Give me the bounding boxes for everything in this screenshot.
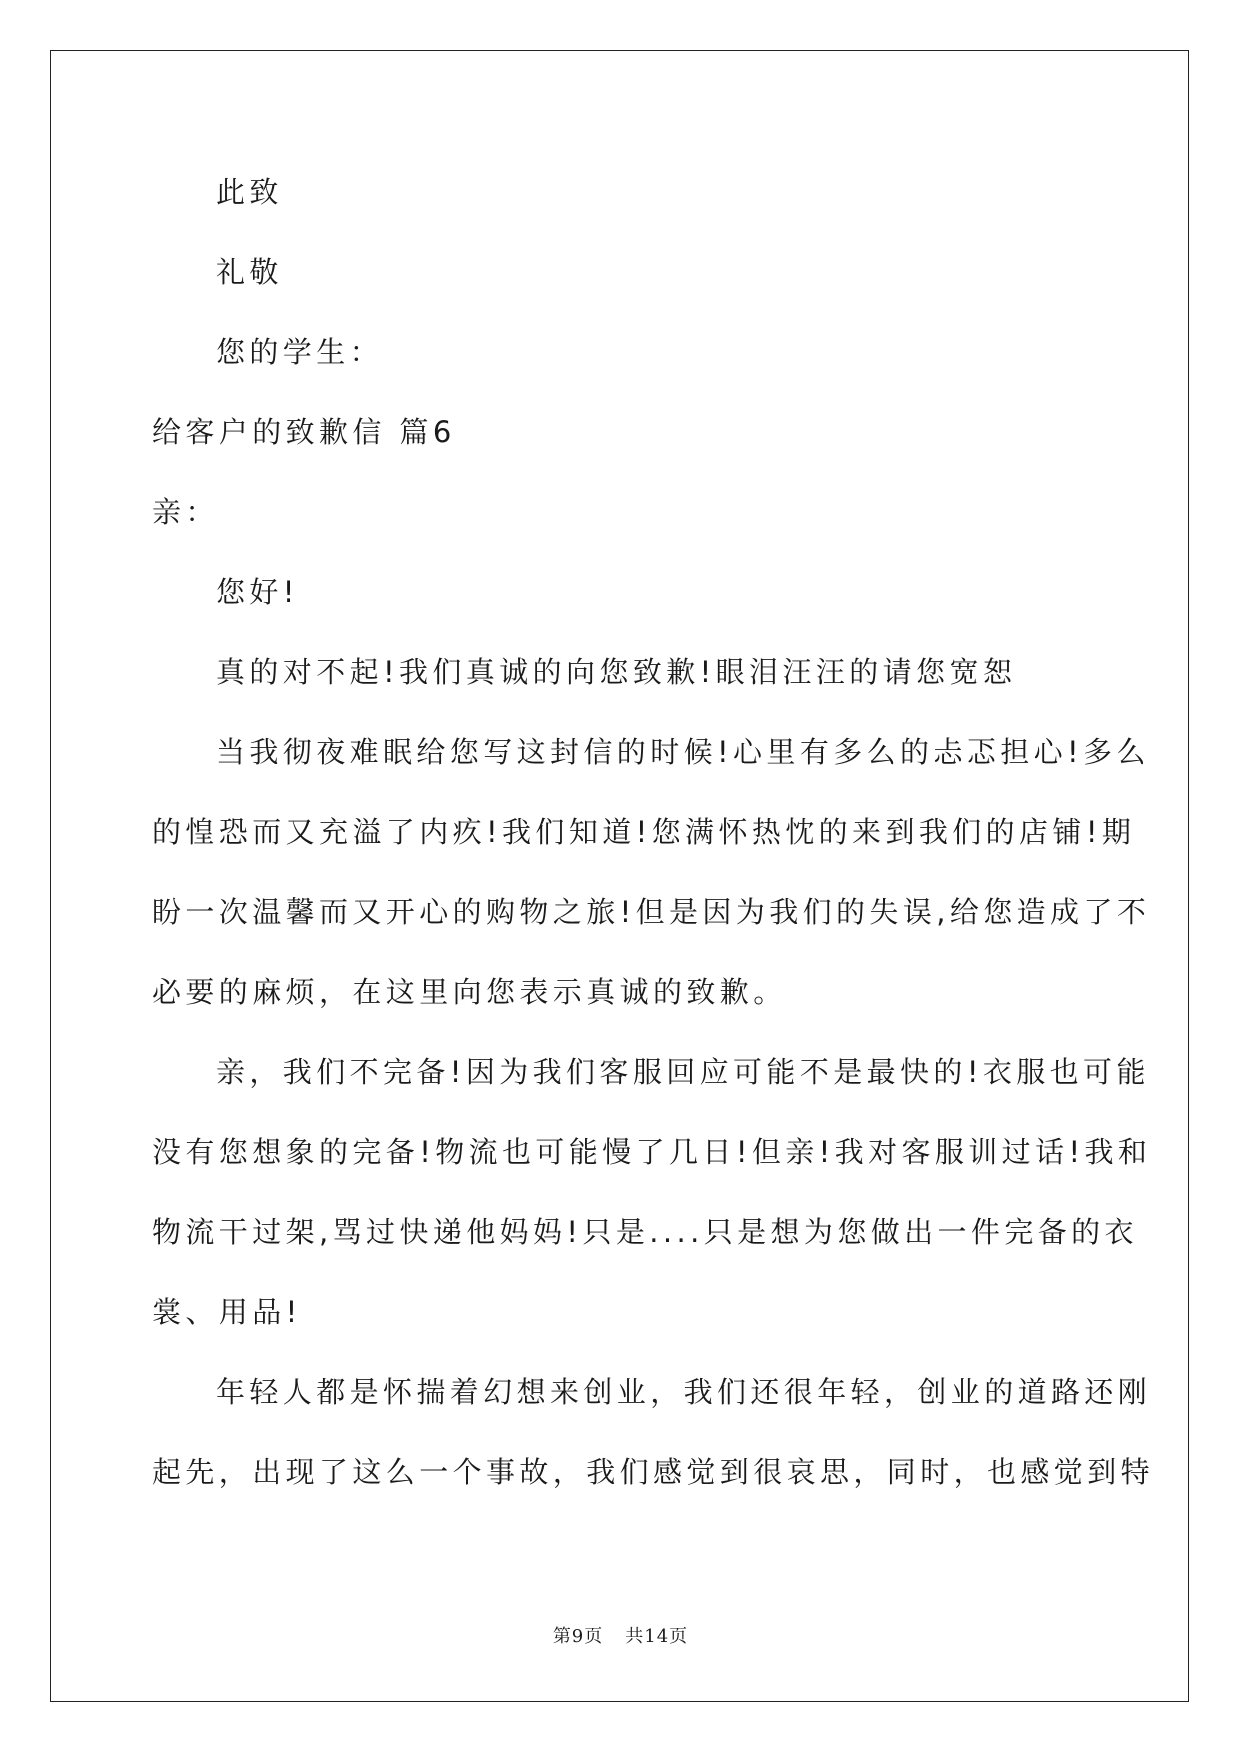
paragraph-line: 没有您想象的完备!物流也可能慢了几日!但亲!我对客服训过话!我和 <box>152 1135 1152 1169</box>
paragraph-line: 真的对不起!我们真诚的向您致歉!眼泪汪汪的请您宽恕 <box>216 655 1017 689</box>
total-pages: 共14页 <box>625 1626 689 1647</box>
paragraph-line: 盼一次温馨而又开心的购物之旅!但是因为我们的失误,给您造成了不 <box>152 895 1151 929</box>
paragraph-line: 您好! <box>216 575 299 609</box>
paragraph-line: 当我彻夜难眠给您写这封信的时候!心里有多么的忐忑担心!多么 <box>216 735 1150 769</box>
paragraph-line: 物流干过架,骂过快递他妈妈!只是....只是想为您做出一件完备的衣 <box>152 1215 1138 1249</box>
paragraph-line: 起先，出现了这么一个事故，我们感觉到很哀思，同时，也感觉到特 <box>152 1455 1155 1489</box>
paragraph-line: 的惶恐而又充溢了内疚!我们知道!您满怀热忱的来到我们的店铺!期 <box>152 815 1136 849</box>
greeting-line: 亲： <box>152 495 219 529</box>
paragraph-line: 年轻人都是怀揣着幻想来创业，我们还很年轻，创业的道路还刚 <box>216 1375 1152 1409</box>
page-footer <box>0 1622 1241 1648</box>
paragraph-line: 亲，我们不完备!因为我们客服回应可能不是最快的!衣服也可能 <box>216 1055 1150 1089</box>
paragraph-line: 必要的麻烦，在这里向您表示真诚的致歉。 <box>152 975 787 1009</box>
paragraph-line: 裳、用品! <box>152 1295 302 1329</box>
signature-line: 您的学生： <box>216 335 384 369</box>
salutation-line: 礼敬 <box>216 255 283 289</box>
section-heading: 给客户的致歉信 篇6 <box>152 415 456 449</box>
closing-line: 此致 <box>216 175 283 209</box>
page-number: 第9页 <box>552 1626 604 1647</box>
